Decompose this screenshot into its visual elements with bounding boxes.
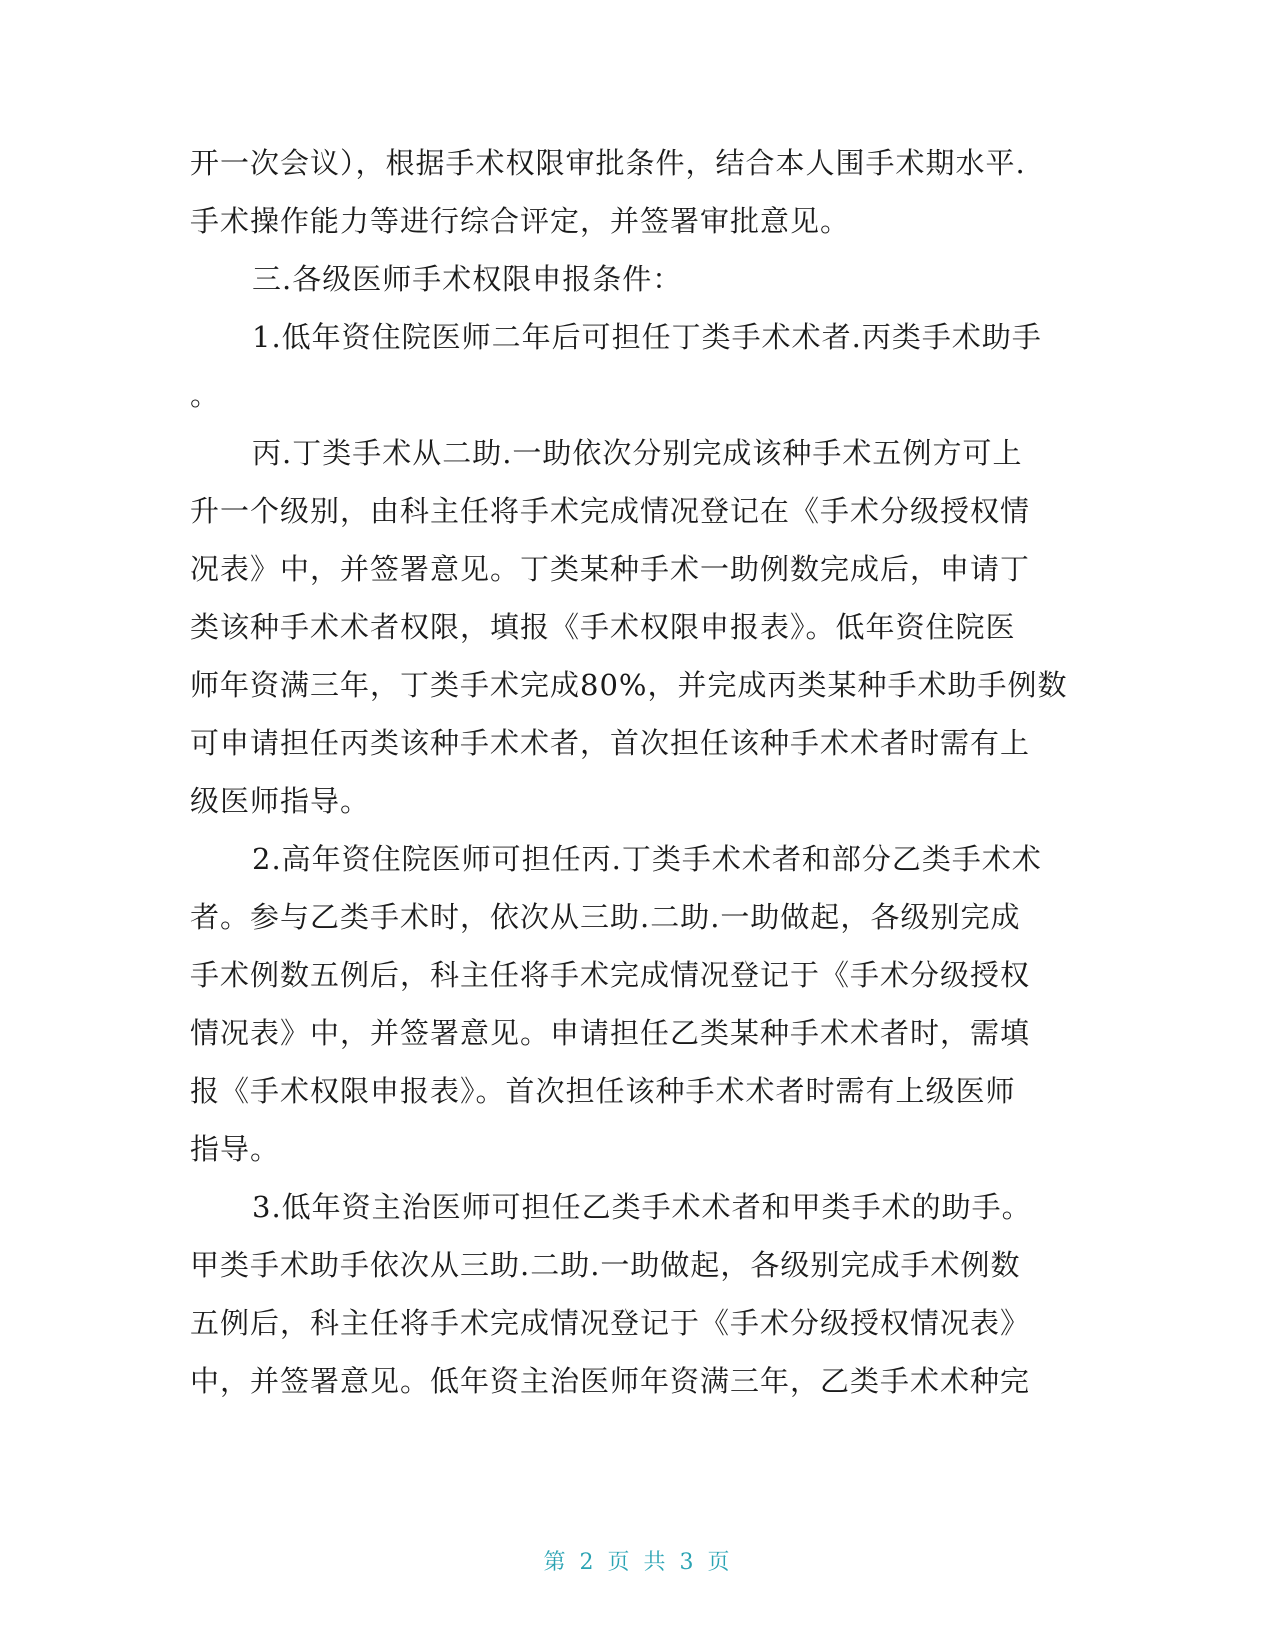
text-line: 情况表》中，并签署意见。申请担任乙类某种手术术者时，需填 bbox=[190, 1016, 1031, 1050]
footer-total-pages: 3 bbox=[679, 1550, 696, 1575]
text-line: 。 bbox=[190, 378, 221, 412]
footer-label-page: 第 bbox=[543, 1550, 568, 1575]
text-line: 中，并签署意见。低年资主治医师年资满三年，乙类手术术种完 bbox=[190, 1364, 1031, 1398]
footer-label-ye: 页 bbox=[707, 1550, 732, 1575]
text-line: 手术例数五例后，科主任将手术完成情况登记于《手术分级授权 bbox=[190, 958, 1031, 992]
text-line: 类该种手术术者权限，填报《手术权限申报表》。低年资住院医 bbox=[190, 610, 1016, 644]
page-footer bbox=[0, 1545, 1275, 1576]
text-line: 指导。 bbox=[190, 1132, 281, 1166]
text-line: 级医师指导。 bbox=[190, 784, 371, 818]
text-line: 者。参与乙类手术时，依次从三助.二助.一助做起，各级别完成 bbox=[190, 900, 1021, 934]
text-line: 甲类手术助手依次从三助.二助.一助做起，各级别完成手术例数 bbox=[190, 1248, 1021, 1282]
text-line: 升一个级别，由科主任将手术完成情况登记在《手术分级授权情 bbox=[190, 494, 1031, 528]
text-line: 报《手术权限申报表》。首次担任该种手术术者时需有上级医师 bbox=[190, 1074, 1016, 1108]
footer-current-page: 2 bbox=[579, 1550, 596, 1575]
text-line: 五例后，科主任将手术完成情况登记于《手术分级授权情况表》 bbox=[190, 1306, 1031, 1340]
text-line: 2.高年资住院医师可担任丙.丁类手术术者和部分乙类手术术 bbox=[252, 842, 1042, 876]
footer-label-total: 共 bbox=[643, 1550, 668, 1575]
text-line: 手术操作能力等进行综合评定，并签署审批意见。 bbox=[190, 204, 851, 238]
text-line: 可申请担任丙类该种手术术者，首次担任该种手术术者时需有上 bbox=[190, 726, 1031, 760]
text-line: 开一次会议），根据手术权限审批条件，结合本人围手术期水平. bbox=[190, 146, 1026, 180]
text-line: 况表》中，并签署意见。丁类某种手术一助例数完成后，申请丁 bbox=[190, 552, 1031, 586]
text-line: 1.低年资住院医师二年后可担任丁类手术术者.丙类手术助手 bbox=[252, 320, 1042, 354]
text-line: 3.低年资主治医师可担任乙类手术术者和甲类手术的助手。 bbox=[252, 1190, 1032, 1224]
footer-label-ye: 页 bbox=[607, 1550, 632, 1575]
text-line: 丙.丁类手术从二助.一助依次分别完成该种手术五例方可上 bbox=[252, 436, 1023, 470]
section-heading: 三.各级医师手术权限申报条件： bbox=[252, 262, 683, 296]
text-line: 师年资满三年，丁类手术完成80%，并完成丙类某种手术助手例数 bbox=[190, 668, 1068, 702]
